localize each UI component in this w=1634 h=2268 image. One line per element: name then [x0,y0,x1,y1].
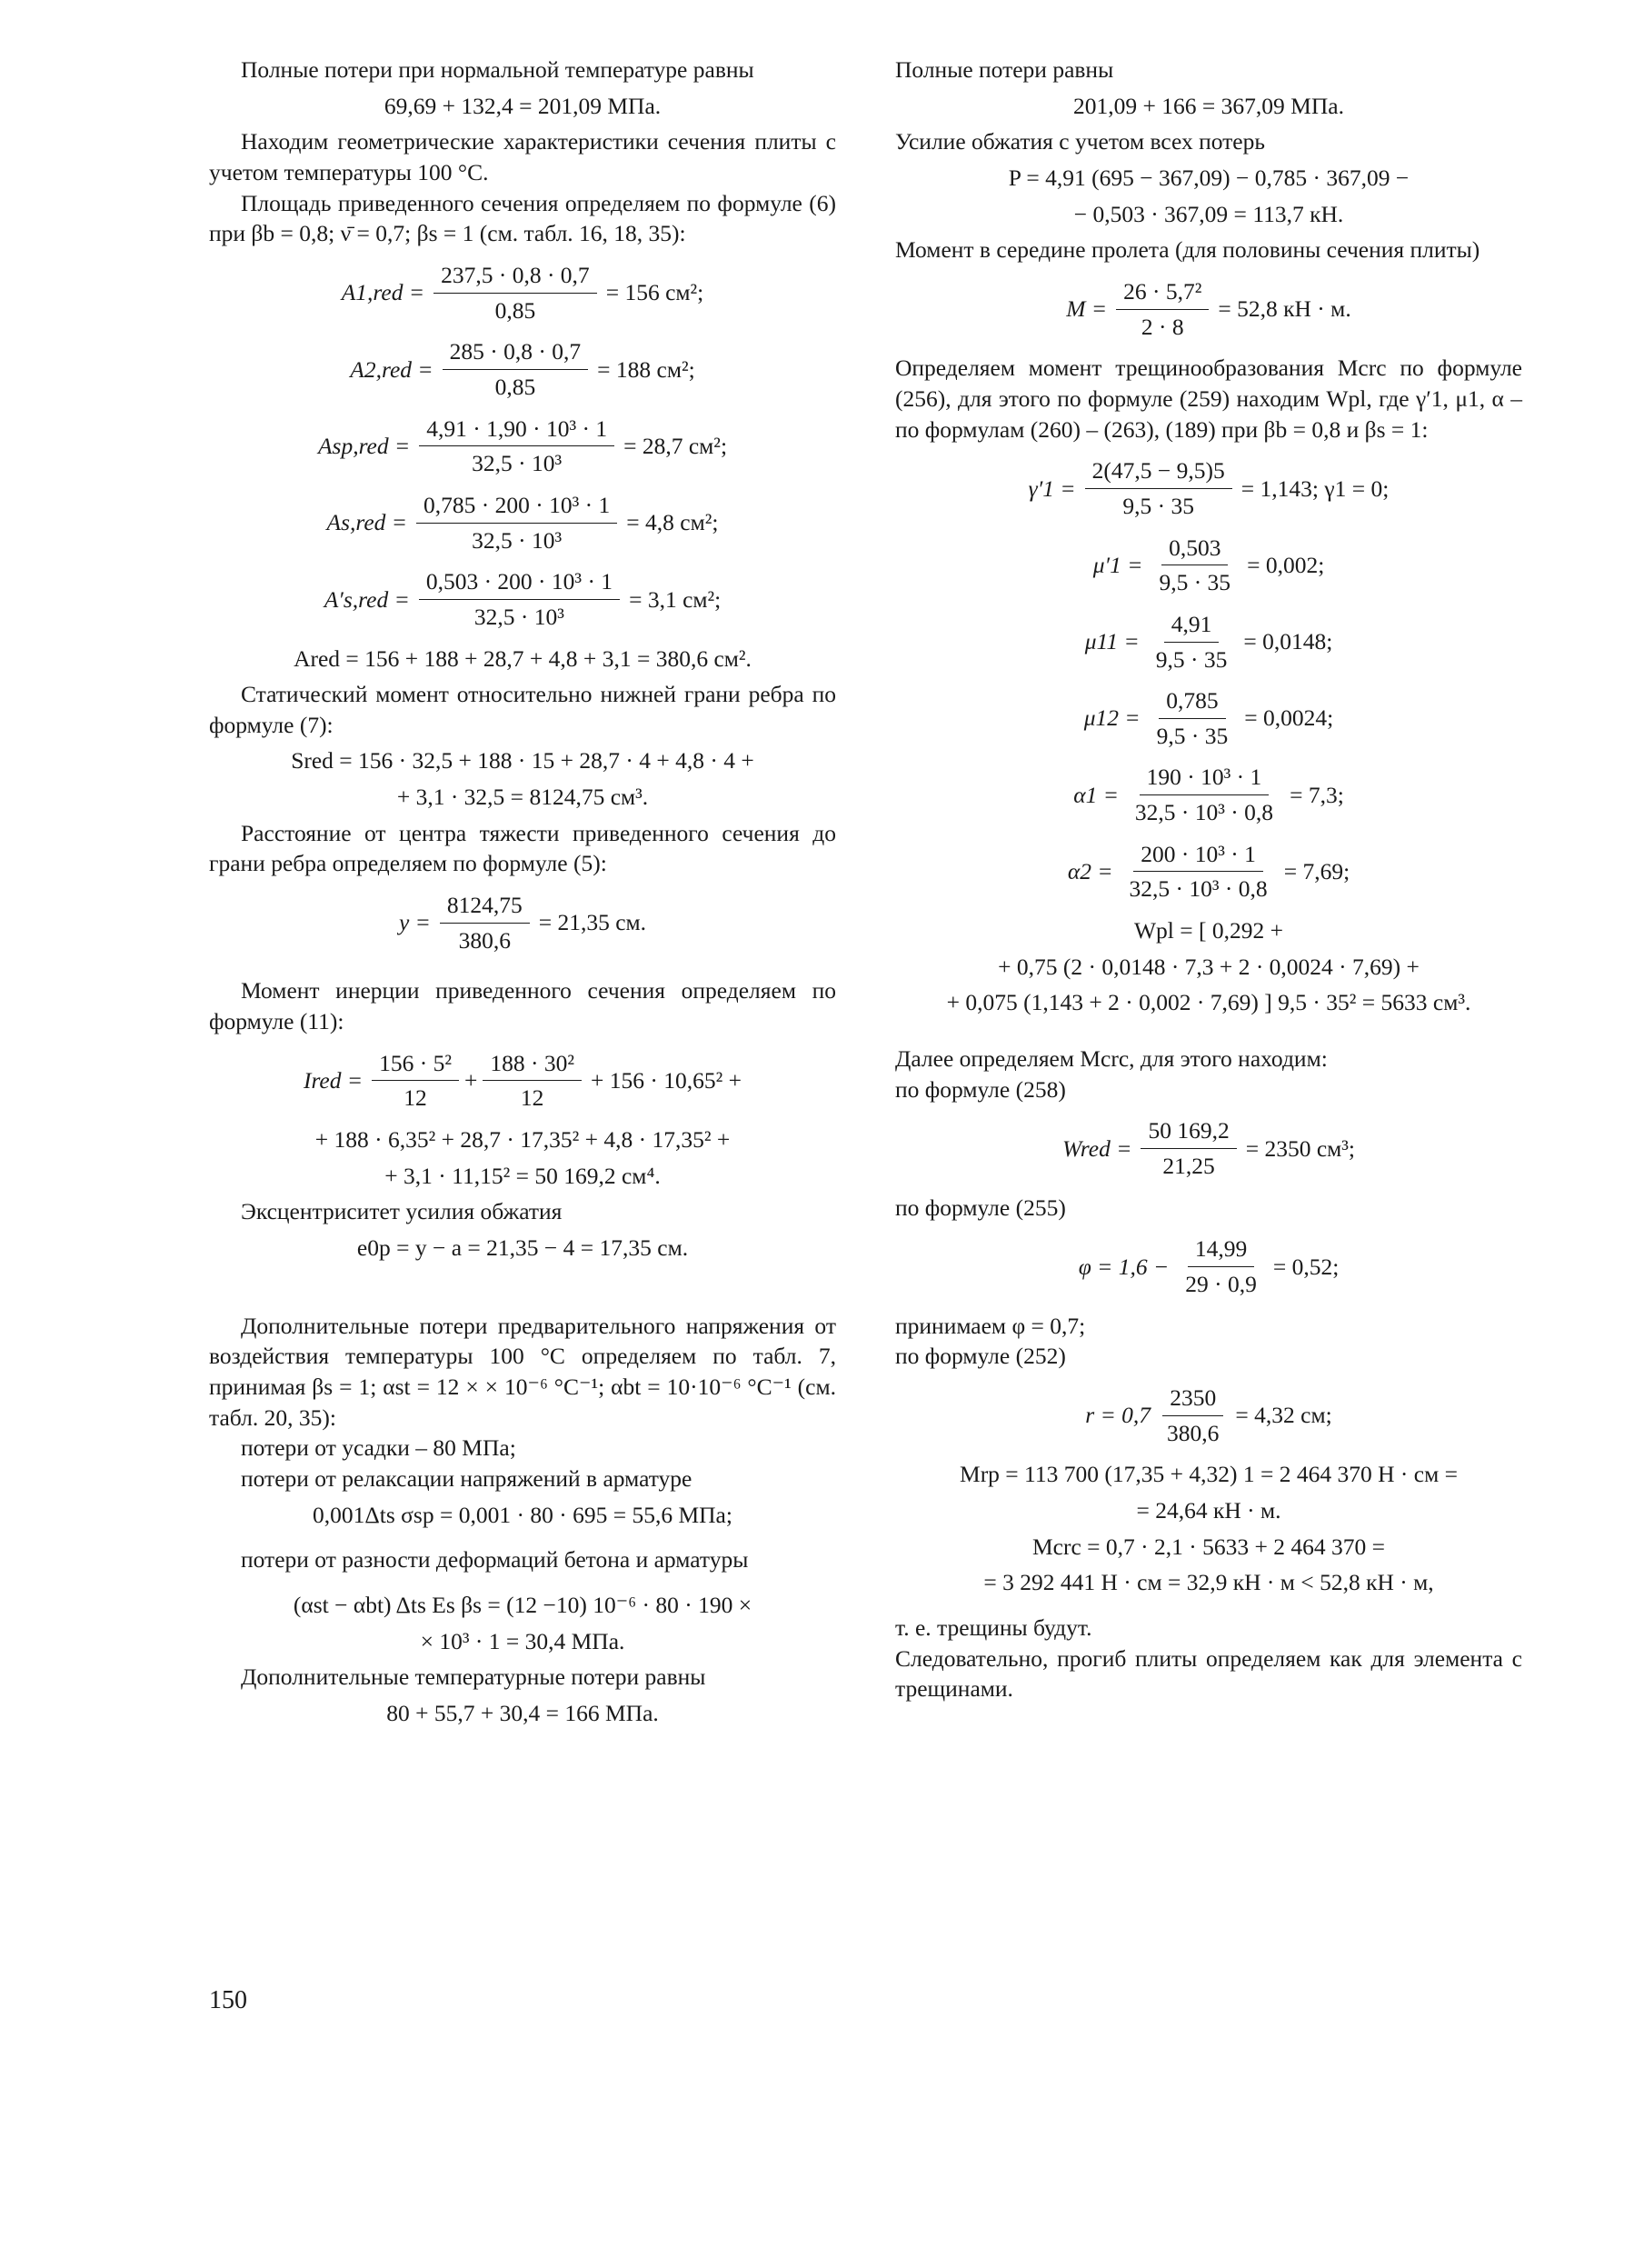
right-column [895,55,1522,1704]
numerator: 188 · 30² [483,1048,582,1082]
paragraph: Площадь приведенного сечения определяем по формуле (6) при βb = 0,8; ν̄ = 0,7; βs = 1 (см. табл. 16, 18, 35): [209,189,836,247]
fraction [1151,533,1238,598]
fraction [440,890,530,955]
formula-rhs: = 0,002; [1247,551,1325,578]
paragraph: Полные потери при нормальной температуре равны [241,56,754,83]
numerator: 285 · 0,8 · 0,7 [443,336,588,370]
fraction [416,490,617,555]
fraction [1160,1383,1226,1448]
formula-lhs: φ = 1,6 − [1078,1253,1170,1280]
denominator: 9,5 · 35 [1155,645,1228,673]
formula-rhs: = 7,69; [1283,858,1350,885]
paragraph: Статический момент относительно нижней грани ребра по формуле (7): [209,681,836,738]
formula [895,1383,1522,1448]
formula [895,455,1522,521]
denominator: 32,5 · 10³ · 0,8 [1129,875,1268,903]
formula-lhs: μ11 = [1084,628,1140,655]
formula [209,260,836,325]
fraction [433,260,597,325]
paragraph: Полные потери равны [895,56,1114,83]
denominator: 9,5 · 35 [1159,569,1231,596]
formula-rhs: = 0,0148; [1243,628,1333,655]
denominator: 9,5 · 35 [1156,722,1229,749]
numerator: 8124,75 [440,890,530,924]
fraction [1178,1234,1264,1299]
denominator: 32,5 · 10³ [472,526,563,554]
paragraph: Дополнительные температурные потери равны [241,1664,706,1691]
equation: − 0,503 · 367,09 = 113,7 кН. [1073,200,1344,227]
numerator: 190 · 10³ · 1 [1140,762,1270,795]
formula-lhs: α1 = [1073,781,1119,808]
formula-rhs: + 156 · 10,65² + [591,1067,742,1094]
formula-lhs: As,red = [326,509,408,536]
numerator: 4,91 [1164,609,1220,643]
fraction [1122,839,1275,904]
formula [209,566,836,632]
formula-rhs: = 52,8 кН · м. [1218,295,1351,323]
numerator: 0,785 [1159,685,1225,719]
fraction [1141,1115,1236,1181]
formula-lhs: μ′1 = [1092,551,1143,578]
list-item: потери от усадки – 80 МПа; [241,1434,516,1462]
paragraph: Далее определяем Mcrc, для этого находим: [895,1045,1328,1073]
formula-rhs: = 4,32 см; [1235,1402,1332,1429]
formula-lhs: A1,red = [341,279,425,306]
denominator: 0,85 [494,373,536,400]
paragraph: Усилие обжатия с учетом всех потерь [895,128,1265,155]
equation: Wpl = [ 0,292 + [1133,917,1284,944]
formula [895,685,1522,751]
formula-rhs: = 1,143; γ1 = 0; [1240,475,1390,502]
plus-sign: + [463,1067,478,1094]
equation: e0p = y − a = 21,35 − 4 = 17,35 см. [356,1234,689,1261]
numerator: 2(47,5 − 9,5)5 [1085,455,1232,489]
equation: 80 + 55,7 + 30,4 = 166 МПа. [386,1699,659,1726]
formula-lhs: A2,red = [350,355,433,383]
numerator: 2350 [1162,1383,1223,1416]
formula-lhs: r = 0,7 [1085,1402,1151,1429]
paragraph: Определяем момент трещинообразования Mcrc по формуле (256), для этого по формуле (259) находим Wpl, где γ′1, μ1, α – по формулам (260) – (263), (189) при βb = 0,8 и βs = 1: [895,355,1522,443]
formula [895,276,1522,342]
equation: = 3 292 441 Н · см = 32,9 кН · м < 52,8 кН · м, [983,1569,1434,1596]
formula-rhs: = 7,3; [1290,781,1344,808]
formula-lhs: Wred = [1061,1134,1132,1162]
paragraph: по формуле (258) [895,1075,1066,1103]
formula [895,609,1522,674]
fraction [1128,762,1280,827]
fraction [419,414,614,479]
denominator: 380,6 [458,926,511,954]
formula-rhs: = 21,35 см. [538,909,647,936]
fraction [483,1048,582,1114]
equation: Ared = 156 + 188 + 28,7 + 4,8 + 3,1 = 380,6 см². [294,644,752,672]
paragraph: Эксцентриситет усилия обжатия [241,1198,563,1225]
formula-rhs: = 0,52; [1272,1253,1340,1280]
denominator: 2 · 8 [1141,313,1184,340]
fraction [1085,455,1232,521]
numerator: 0,503 · 200 · 10³ · 1 [419,566,620,600]
formula [895,533,1522,598]
fraction [372,1048,459,1114]
equation: + 3,1 · 11,15² = 50 169,2 см⁴. [384,1162,661,1189]
equation: Mcrc = 0,7 · 2,1 · 5633 + 2 464 370 = [1031,1533,1386,1560]
formula [895,1115,1522,1181]
denominator: 32,5 · 10³ · 0,8 [1134,799,1274,826]
formula-lhs: M = [1066,295,1108,323]
paragraph: т. е. трещины будут. [895,1614,1092,1641]
equation: + 188 · 6,35² + 28,7 · 17,35² + 4,8 · 17,35² + [314,1126,731,1154]
formula [895,762,1522,827]
equation: × 10³ · 1 = 30,4 МПа. [420,1627,625,1654]
denominator: 12 [404,1084,427,1112]
paragraph: Момент в середине пролета (для половины сечения плиты) [895,236,1480,264]
formula-rhs: = 156 см²; [605,279,704,306]
equation: Sred = 156 · 32,5 + 188 · 15 + 28,7 · 4 + 4,8 · 4 + [291,747,754,774]
numerator: 14,99 [1188,1234,1254,1267]
numerator: 200 · 10³ · 1 [1133,839,1263,873]
formula [209,336,836,402]
formula-lhs: Ired = [303,1067,364,1094]
paragraph: принимаем φ = 0,7; [895,1312,1086,1339]
paragraph: Следовательно, прогиб плиты определяем как для элемента с трещинами. [895,1644,1522,1703]
formula-lhs: α2 = [1067,858,1113,885]
numerator: 0,785 · 200 · 10³ · 1 [416,490,617,524]
equation: + 0,075 (1,143 + 2 · 0,002 · 7,69) ] 9,5 · 35² = 5633 см³. [946,989,1471,1016]
formula-lhs: Asp,red = [317,432,411,459]
paragraph: Находим геометрические характеристики сечения плиты с учетом температуры 100 °С. [209,128,836,185]
formula [209,890,836,955]
formula [209,490,836,555]
paragraph: Момент инерции приведенного сечения определяем по формуле (11): [209,977,836,1035]
denominator: 380,6 [1167,1419,1220,1446]
formula-lhs: μ12 = [1083,704,1141,732]
equation: 0,001Δts σsp = 0,001 · 80 · 695 = 55,6 МПа; [313,1501,732,1528]
denominator: 9,5 · 35 [1122,492,1194,519]
formula-lhs: A′s,red = [324,585,410,613]
numerator: 4,91 · 1,90 · 10³ · 1 [419,414,614,447]
formula-lhs: y = [398,909,431,936]
denominator: 12 [520,1084,544,1112]
equation: 69,69 + 132,4 = 201,09 МПа. [384,92,662,119]
fraction [1150,685,1236,751]
denominator: 32,5 · 10³ [473,603,564,630]
denominator: 0,85 [494,296,536,324]
equation: Mrp = 113 700 (17,35 + 4,32) 1 = 2 464 370 Н · см = [960,1461,1458,1488]
fraction [419,566,620,632]
denominator: 21,25 [1162,1153,1215,1180]
paragraph: потери от разности деформаций бетона и арматуры [241,1546,749,1574]
numerator: 50 169,2 [1141,1115,1236,1149]
formula-rhs: = 4,8 см²; [626,509,719,536]
formula [895,839,1522,904]
formula-rhs: = 3,1 см²; [629,585,722,613]
formula-rhs: = 188 см²; [597,355,695,383]
paragraph: по формуле (255) [895,1194,1066,1221]
denominator: 32,5 · 10³ [472,450,563,477]
formula [209,1048,836,1114]
formula-rhs: = 28,7 см²; [623,432,728,459]
formula-rhs: = 2350 см³; [1245,1134,1356,1162]
equation: + 3,1 · 32,5 = 8124,75 см³. [396,784,649,811]
paragraph: по формуле (252) [895,1343,1066,1370]
fraction [1116,276,1209,342]
page-number: 150 [209,1986,247,2014]
formula [895,1234,1522,1299]
list-item: потери от релаксации напряжений в арматуре [241,1464,692,1492]
paragraph: Дополнительные потери предварительного напряжения от воздействия температуры 100 °С определяем по табл. 7, принимая βs = 1; αst = 12 × × 10⁻⁶ °С⁻¹; αbt = 10·10⁻⁶ °С⁻¹ (см. табл. 20, 35): [209,1312,836,1431]
equation: 201,09 + 166 = 367,09 МПа. [1073,92,1344,119]
numerator: 0,503 [1161,533,1228,566]
formula-lhs: γ′1 = [1028,475,1076,502]
denominator: 29 · 0,9 [1185,1271,1257,1297]
numerator: 156 · 5² [372,1048,459,1082]
numerator: 237,5 · 0,8 · 0,7 [433,260,597,294]
equation: (αst − αbt) Δts Es βs = (12 −10) 10⁻⁶ · 80 · 190 × [293,1591,752,1618]
equation: + 0,75 (2 · 0,0148 · 7,3 + 2 · 0,0024 · 7,69) + [998,953,1420,980]
fraction [443,336,588,402]
numerator: 26 · 5,7² [1116,276,1209,310]
paragraph: Расстояние от центра тяжести приведенного сечения до грани ребра определяем по формуле (5): [209,819,836,877]
formula [209,414,836,479]
formula-rhs: = 0,0024; [1244,704,1334,732]
equation: P = 4,91 (695 − 367,09) − 0,785 · 367,09 − [1008,164,1410,191]
fraction [1149,609,1235,674]
left-column [209,55,836,1734]
equation: = 24,64 кН · м. [1136,1496,1281,1524]
